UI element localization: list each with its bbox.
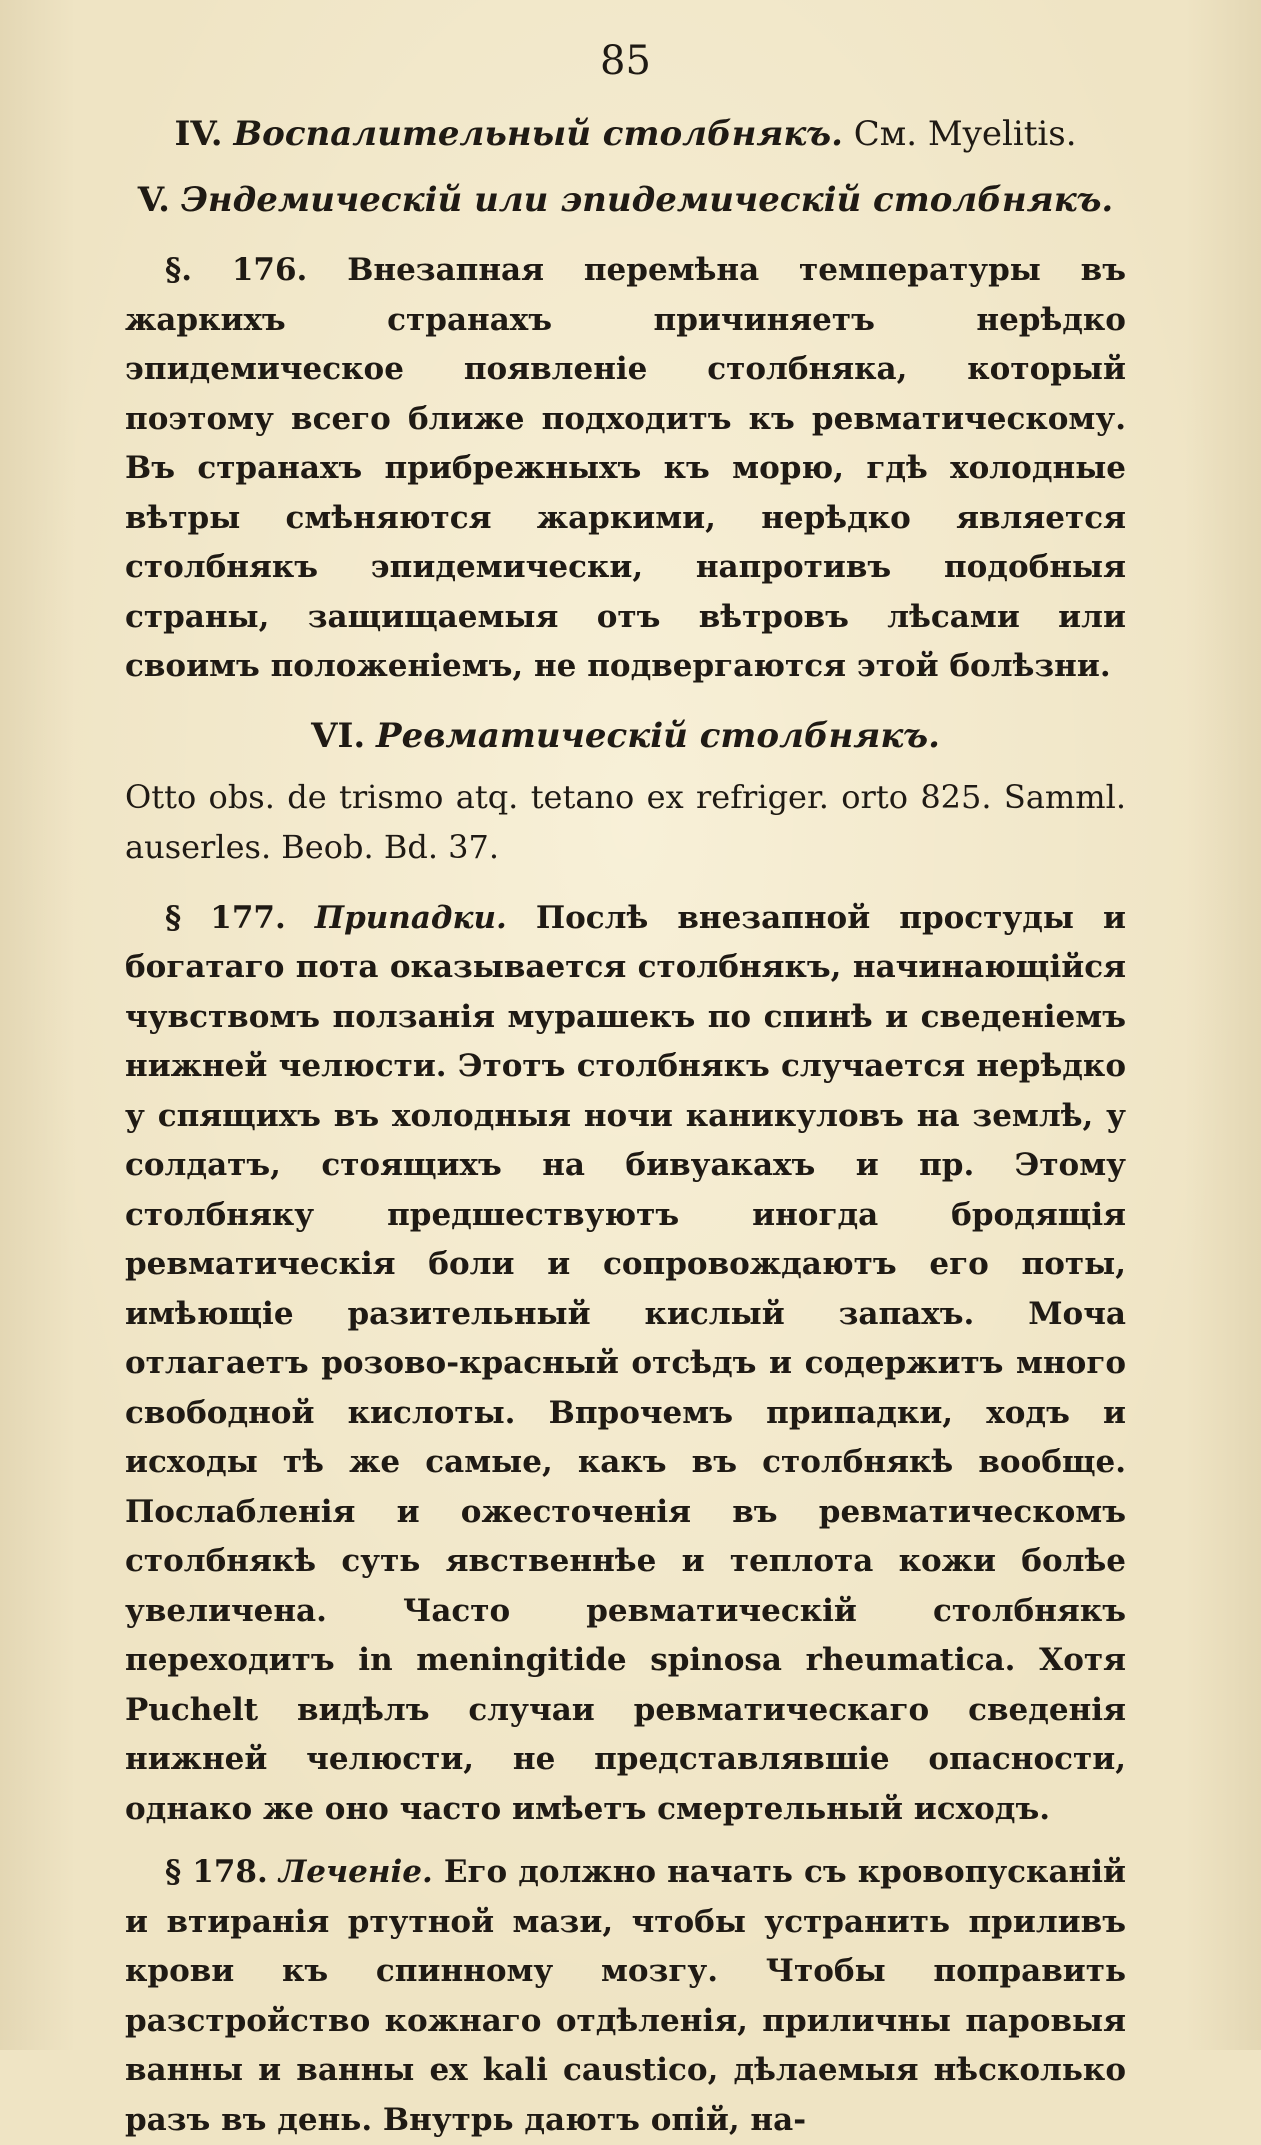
paragraph-176-text: Внезапная перемѣна температуры въ жаркихъ странахъ причиняетъ нерѣдко эпидемическое появленiе столбняка, который поэтому всего ближе подходитъ къ ревматическому. Въ странахъ прибрежныхъ къ морю, гдѣ холодные вѣтры смѣняются жаркими, нерѣдко является столбнякъ эпидемически, напротивъ подобныя страны, защищаемыя отъ вѣтровъ лѣсами или своимъ положенiемъ, не подвергаются этой болѣзни.	[125, 252, 1127, 684]
section-mark-176: §. 176.	[165, 252, 308, 288]
paragraph-178	[125, 1848, 1126, 2145]
heading-iv-reference: См. Myelitis.	[853, 114, 1077, 154]
page-number: 85	[600, 38, 651, 84]
paragraph-177-text: Послѣ внезапной простуды и богатаго пота оказывается столбнякъ, начинающiйся чувствомъ ползанiя мурашекъ по спинѣ и сведенiемъ нижней челюсти. Этотъ столбнякъ случается нерѣдко у спящихъ въ холодныя ночи каникуловъ на землѣ, у солдатъ, стоящихъ на бивуакахъ и пр. Этому столбняку предшествуютъ иногда бродящiя ревматическiя боли и сопровождаютъ его поты, имѣющiе разительный кислый запахъ. Моча отлагаетъ розово-красный отсѣдъ и содержитъ много свободной кислоты. Впрочемъ припадки, ходъ и исходы тѣ же самые, какъ въ столбнякѣ вообще. Послабленiя и ожесточенiя въ ревматическомъ столбнякѣ суть явственнѣе и теплота кожи болѣе увеличена. Часто ревматическiй столбнякъ переходитъ in meningitide spinosa rheumatica. Хотя Puchelt видѣлъ случаи ревматическаго сведенiя нижней челюсти, не представлявшiе опасности, однако же оно часто имѣетъ смертельный исходъ.	[125, 899, 1127, 1827]
heading-vi	[125, 706, 1126, 766]
heading-vi-number: VI.	[311, 715, 366, 756]
heading-vi-title: Ревматическiй столбнякъ.	[376, 715, 940, 756]
citation: Otto obs. de trismo atq. tetano ex refriger. orto 825. Samml. auserles. Beob. Bd. 37.	[125, 777, 1126, 866]
heading-v-number: V.	[137, 180, 170, 220]
heading-iv	[125, 104, 1126, 164]
heading-iv-number: IV.	[174, 114, 223, 154]
section-mark-177: § 177.	[165, 899, 286, 936]
heading-v-title: Эндемическiй или эпидемическiй столбнякъ.	[180, 180, 1114, 220]
section-title-177: Припадки.	[314, 899, 507, 936]
heading-iv-title: Воспалительный столбнякъ.	[233, 114, 843, 154]
paragraph-178-text: Его должно начать съ кровопусканiй и втиранiя ртутной мази, чтобы устранить приливъ крови къ спинному мозгу. Чтобы поправить разстройство кожнаго отдѣленiя, приличны паровыя ванны и ванны ex kali caustico, дѣлаемыя нѣсколько разъ въ день. Внутрь даютъ опiй, на-	[125, 1854, 1126, 2138]
paragraph-176	[125, 246, 1126, 692]
section-mark-178: § 178.	[165, 1854, 268, 1890]
paragraph-177	[125, 894, 1126, 1835]
heading-v	[125, 170, 1126, 230]
section-title-178: Леченiе.	[278, 1854, 433, 1890]
